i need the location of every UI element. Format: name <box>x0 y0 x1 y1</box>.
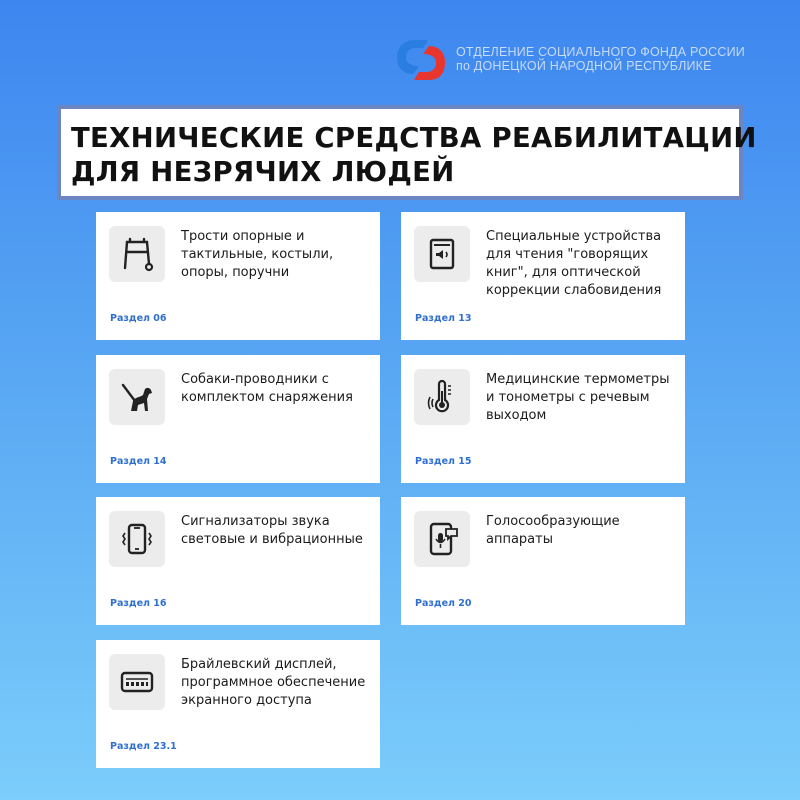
section-label: Раздел 14 <box>110 456 167 467</box>
card-walking-aids <box>96 212 380 340</box>
icon-tile <box>109 654 165 710</box>
card-braille-display <box>96 640 380 768</box>
org-line-2: по ДОНЕЦКОЙ НАРОДНОЙ РЕСПУБЛИКЕ <box>456 59 712 73</box>
card-line: книг", для оптической <box>486 265 641 280</box>
card-text <box>486 371 681 425</box>
card-text <box>181 228 376 282</box>
card-line: Голосообразующие <box>486 514 620 529</box>
card-line: аппараты <box>486 532 553 547</box>
title-inner <box>61 109 757 196</box>
card-line: и тонометры с речевым <box>486 390 650 405</box>
card-text <box>181 371 376 407</box>
title-line-2: ДЛЯ НЕЗРЯЧИХ ЛЮДЕЙ <box>71 156 455 188</box>
vibrating-phone-icon <box>117 519 157 559</box>
card-line: опоры, поручни <box>181 265 290 280</box>
card-line: Собаки-проводники с <box>181 372 329 387</box>
braille-display-icon <box>117 662 157 702</box>
section-label: Раздел 06 <box>110 313 167 324</box>
title-line-1: ТЕХНИЧЕСКИЕ СРЕДСТВА РЕАБИЛИТАЦИИ <box>71 122 757 154</box>
card-signal-devices <box>96 497 380 625</box>
walker-icon <box>117 234 157 274</box>
voice-device-icon <box>422 519 462 559</box>
org-line-1: ОТДЕЛЕНИЕ СОЦИАЛЬНОГО ФОНДА РОССИИ <box>456 45 745 59</box>
talking-book-icon <box>422 234 462 274</box>
card-text <box>181 656 376 710</box>
card-line: Медицинские термометры <box>486 372 670 387</box>
section-label: Раздел 23.1 <box>110 741 177 752</box>
sfr-logo-icon <box>395 38 447 82</box>
card-guide-dogs <box>96 355 380 483</box>
card-line: программное обеспечение <box>181 675 366 690</box>
card-talking-books <box>401 212 685 340</box>
section-label: Раздел 13 <box>415 313 472 324</box>
icon-tile <box>414 511 470 567</box>
card-text <box>181 513 376 549</box>
card-line: экранного доступа <box>181 693 312 708</box>
organization-name <box>456 45 786 73</box>
icon-tile <box>109 511 165 567</box>
card-line: для чтения "говорящих <box>486 247 649 262</box>
section-label: Раздел 20 <box>415 598 472 609</box>
section-label: Раздел 16 <box>110 598 167 609</box>
card-thermometers <box>401 355 685 483</box>
card-line: выходом <box>486 408 547 423</box>
icon-tile <box>414 369 470 425</box>
card-line: световые и вибрационные <box>181 532 363 547</box>
guide-dog-icon <box>117 377 157 417</box>
card-line: комплектом снаряжения <box>181 390 353 405</box>
icon-tile <box>109 369 165 425</box>
card-line: Брайлевский дисплей, <box>181 657 337 672</box>
section-label: Раздел 15 <box>415 456 472 467</box>
icon-tile <box>109 226 165 282</box>
card-text <box>486 228 681 300</box>
icon-tile <box>414 226 470 282</box>
card-line: Трости опорные и <box>181 229 305 244</box>
card-text <box>486 513 681 549</box>
card-line: коррекции слабовидения <box>486 283 662 298</box>
card-line: Сигнализаторы звука <box>181 514 330 529</box>
card-voice-devices <box>401 497 685 625</box>
title-banner <box>57 105 757 200</box>
thermometer-icon <box>422 377 462 417</box>
card-line: Специальные устройства <box>486 229 662 244</box>
card-line: тактильные, костыли, <box>181 247 334 262</box>
